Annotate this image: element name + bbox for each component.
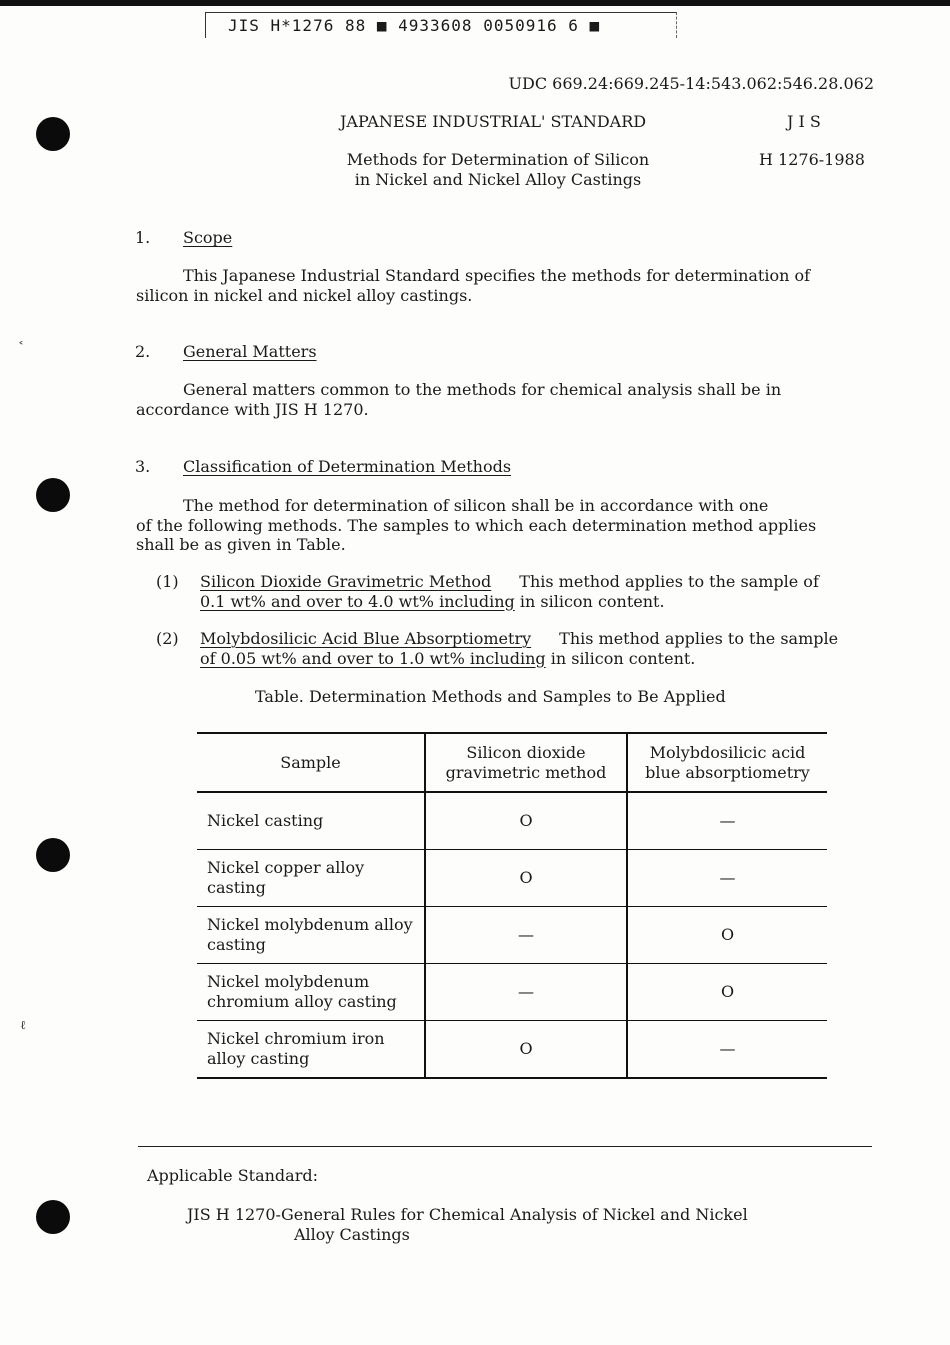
table-caption: Table. Determination Methods and Samples to Be Applied — [255, 687, 726, 706]
body-line: accordance with JIS H 1270. — [136, 399, 369, 419]
section-body — [136, 266, 881, 305]
jis-label: J I S — [787, 112, 821, 131]
methods-table — [197, 732, 827, 1079]
method-desc: This method applies to the sample — [559, 629, 839, 648]
method-name: Molybdosilicic Acid Blue Absorptiometry — [200, 629, 532, 648]
scan-mark: ℓ — [20, 1018, 26, 1032]
section-number: 2. — [135, 342, 151, 361]
standard-reference-cont: Alloy Castings — [294, 1224, 410, 1244]
standard-reference: JIS H 1270-General Rules for Chemical Analysis of Nickel and Nickel — [187, 1205, 748, 1224]
body-line: shall be as given in Table. — [136, 535, 346, 554]
method-range: of 0.05 wt% and over to 1.0 wt% including — [200, 648, 546, 668]
table-row — [197, 907, 827, 964]
cell-sample: Nickel molybdenum alloy casting — [207, 915, 413, 954]
title-line: in Nickel and Nickel Alloy Castings — [354, 170, 642, 189]
scan-mark: ˂ — [18, 340, 24, 354]
table-header-row — [197, 733, 827, 792]
punch-hole — [36, 1200, 70, 1234]
cell-absorptiometry: — — [627, 850, 827, 907]
header-absorptiometry: Molybdosilicic acid blue absorptiometry — [627, 733, 827, 792]
table-row — [197, 1021, 827, 1079]
method-range: 0.1 wt% and over to 4.0 wt% including — [200, 591, 515, 611]
section-title: Scope — [183, 228, 233, 247]
cell-gravimetric: O — [425, 1021, 627, 1079]
footer-rule — [138, 1146, 872, 1147]
method-range-rest: in silicon content. — [550, 648, 696, 668]
method-item — [200, 629, 838, 668]
cell-sample: Nickel copper alloy casting — [207, 858, 365, 897]
header-gravimetric: Silicon dioxide gravimetric method — [425, 733, 627, 792]
body-line: The method for determination of silicon shall be in accordance with one — [183, 496, 769, 515]
cell-gravimetric: O — [425, 850, 627, 907]
document-title — [334, 150, 662, 190]
punch-hole — [36, 117, 70, 151]
header-code: JIS H*1276 88 ■ 4933608 0050916 6 ■ — [205, 12, 677, 38]
cell-sample: Nickel molybdenum chromium alloy casting — [207, 972, 397, 1011]
punch-hole — [36, 478, 70, 512]
table-row — [197, 964, 827, 1021]
method-number: (2) — [156, 629, 179, 648]
section-title: Classification of Determination Methods — [183, 457, 512, 476]
cell-sample: Nickel chromium iron alloy casting — [207, 1029, 385, 1068]
cell-absorptiometry: — — [627, 792, 827, 850]
header-sample: Sample — [280, 752, 341, 772]
cell-sample: Nickel casting — [207, 811, 324, 830]
table-row — [197, 850, 827, 907]
body-line: of the following methods. The samples to which each determination method applies — [136, 515, 817, 535]
section-title: General Matters — [183, 342, 317, 361]
method-item — [200, 572, 819, 611]
body-line: This Japanese Industrial Standard specifies the methods for determination of — [183, 266, 811, 285]
title-line: Methods for Determination of Silicon — [346, 150, 650, 169]
designation: H 1276-1988 — [759, 150, 865, 169]
udc-code: UDC 669.24:669.245-14:543.062:546.28.062 — [508, 74, 874, 93]
method-range-rest: in silicon content. — [519, 591, 665, 611]
cell-absorptiometry: — — [627, 1021, 827, 1079]
cell-gravimetric: — — [425, 964, 627, 1021]
punch-hole — [36, 838, 70, 872]
section-body — [136, 380, 881, 419]
body-line: General matters common to the methods for chemical analysis shall be in — [183, 380, 782, 399]
cell-gravimetric: — — [425, 907, 627, 964]
section-number: 3. — [135, 457, 151, 476]
method-desc: This method applies to the sample of — [519, 572, 819, 591]
body-line: silicon in nickel and nickel alloy castings. — [136, 285, 473, 305]
page-top-edge — [0, 0, 950, 6]
cell-absorptiometry: O — [627, 907, 827, 964]
method-number: (1) — [156, 572, 179, 591]
table-row — [197, 792, 827, 850]
applicable-standard-label: Applicable Standard: — [147, 1166, 318, 1185]
cell-gravimetric: O — [425, 792, 627, 850]
standard-label: JAPANESE INDUSTRIAL' STANDARD — [340, 112, 647, 131]
section-number: 1. — [135, 228, 151, 247]
applicable-standard — [187, 1205, 748, 1244]
section-body — [136, 496, 881, 555]
cell-absorptiometry: O — [627, 964, 827, 1021]
method-name: Silicon Dioxide Gravimetric Method — [200, 572, 492, 591]
